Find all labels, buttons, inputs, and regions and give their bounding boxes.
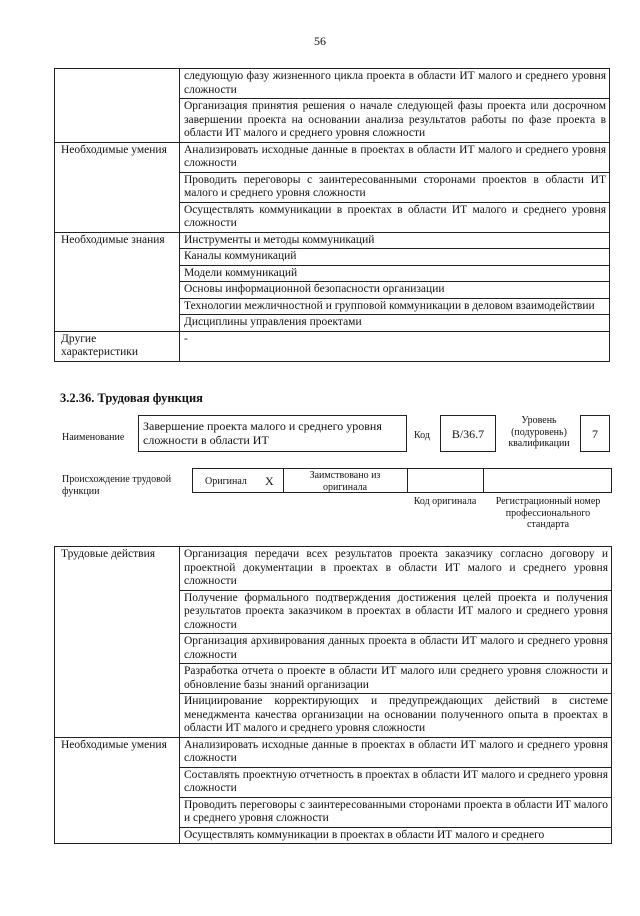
origin-code-caption: Код оригинала (413, 496, 477, 507)
table-cell: Проводить переговоры с заинтересованными сторонами проекта в области ИТ малого и среднего уровня сложности (180, 797, 612, 827)
row-label: Необходимые умения (55, 737, 180, 844)
table-cell: Составлять проектную отчетность в проектах в области ИТ малого и среднего уровня сложности (180, 767, 612, 797)
borrowed-label: Заимствовано из оригинала (309, 470, 381, 493)
origin-divider (483, 469, 484, 492)
table-row (55, 737, 612, 767)
table-row (55, 142, 610, 172)
table-row (55, 69, 610, 99)
table-cell: Организация передачи всех результатов проекта заказчику согласно договору и проектной документации в проектах в области ИТ малого и среднего уровня сложности (180, 547, 612, 591)
table-cell: Модели коммуникаций (180, 265, 610, 282)
labor-function-table (54, 546, 612, 844)
name-label: Наименование (62, 432, 125, 443)
table-cell: Осуществлять коммуникации в проектах в области ИТ малого и среднего уровня сложности (180, 202, 610, 232)
row-label: Необходимые умения (55, 142, 180, 232)
code-label: Код (414, 430, 430, 441)
origin-box (192, 468, 612, 493)
table-cell: Анализировать исходные данные в проектах в области ИТ малого и среднего уровня сложности (180, 142, 610, 172)
function-code-box (440, 415, 496, 452)
row-label: Необходимые знания (55, 232, 180, 331)
table-cell: Проводить переговоры с заинтересованными сторонами проектов в области ИТ малого и среднего уровня сложности (180, 172, 610, 202)
table-cell: Основы информационной безопасности организации (180, 282, 610, 299)
table-cell: - (180, 331, 610, 361)
table-cell: Анализировать исходные данные в проектах в области ИТ малого и среднего уровня сложности (180, 737, 612, 767)
table-cell: Разработка отчета о проекте в области ИТ малого или среднего уровня сложности и обновление базы знаний организации (180, 664, 612, 694)
row-label (55, 69, 180, 143)
row-label: Другие характеристики (55, 331, 180, 361)
table-row (55, 547, 612, 591)
qualification-level: 7 (592, 427, 598, 441)
original-mark: X (265, 474, 274, 488)
origin-divider (407, 469, 408, 492)
registration-number-caption: Регистрационный номер профессионального стандарта (495, 496, 601, 530)
origin-divider (283, 469, 284, 492)
table-cell: Организация принятия решения о начале следующей фазы проекта или досрочном завершении проекта на основании анализа результатов работы по фазе проекта в области ИТ малого и среднего уровня сложности (180, 99, 610, 143)
table-row (55, 331, 610, 361)
qualification-level-label: Уровень (подуровень) квалификации (508, 415, 570, 449)
page-number: 56 (314, 34, 326, 48)
table-cell: Получение формального подтверждения достижения целей проекта и получения результатов проекта заказчиком в проектах в области ИТ малого и среднего уровня сложности (180, 590, 612, 634)
row-label: Трудовые действия (55, 547, 180, 738)
table-cell: следующую фазу жизненного цикла проекта в области ИТ малого и среднего уровня сложности (180, 69, 610, 99)
function-name-box (138, 415, 407, 452)
function-name: Завершение проекта малого и среднего уровня сложности в области ИТ (143, 419, 382, 447)
table-cell: Технологии межличностной и групповой коммуникации в деловом взаимодействии (180, 298, 610, 315)
table-cell: Инициирование корректирующих и предупреждающих действий в системе менеджмента качества организации на основании полученного опыта в проектах в области ИТ малого и среднего уровня сложности (180, 694, 612, 738)
function-code: В/36.7 (451, 427, 485, 441)
table-cell: Дисциплины управления проектами (180, 315, 610, 332)
table-cell: Инструменты и методы коммуникаций (180, 232, 610, 249)
table-cell: Каналы коммуникаций (180, 249, 610, 266)
section-title: 3.2.36. Трудовая функция (60, 391, 203, 405)
table-row (55, 232, 610, 249)
qualification-level-box (580, 415, 610, 452)
table-cell: Организация архивирования данных проекта в области ИТ малого и среднего уровня сложности (180, 634, 612, 664)
original-label: Оригинал (205, 476, 247, 487)
origin-label: Происхождение трудовой функции (62, 474, 172, 497)
competency-table-continued (54, 68, 610, 362)
table-cell: Осуществлять коммуникации в проектах в области ИТ малого и среднего (180, 827, 612, 844)
